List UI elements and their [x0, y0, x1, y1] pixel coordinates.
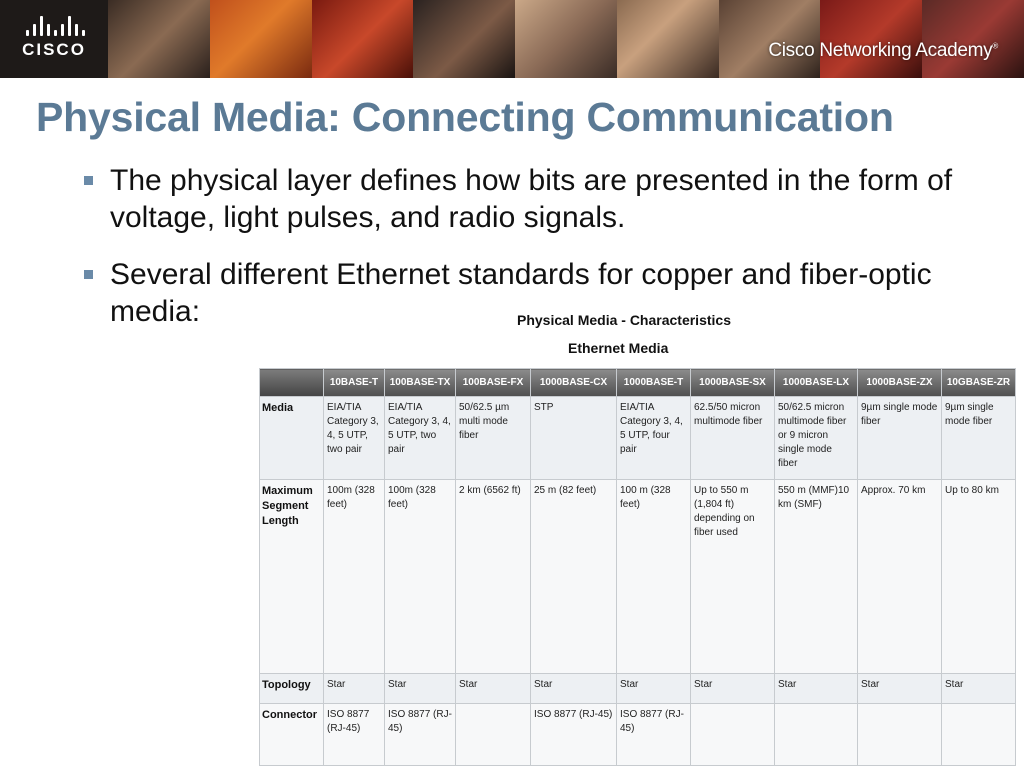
academy-label — [768, 40, 998, 62]
table-cell: Up to 80 km — [942, 480, 1016, 674]
table-header-row — [260, 369, 1016, 397]
row-header: Topology — [260, 674, 324, 704]
table-cell: ISO 8877 (RJ-45) — [617, 704, 691, 766]
bullet-item — [84, 162, 974, 236]
table-cell: 25 m (82 feet) — [531, 480, 617, 674]
column-header: 10BASE-T — [324, 369, 385, 397]
table-cell: Star — [858, 674, 942, 704]
table-row — [260, 480, 1016, 674]
table-cell: Star — [324, 674, 385, 704]
table-cell: EIA/TIA Category 3, 4, 5 UTP, four pair — [617, 397, 691, 480]
table-cell: 100m (328 feet) — [324, 480, 385, 674]
bullet-square-icon — [84, 270, 93, 279]
figure-subtitle: Ethernet Media — [568, 340, 669, 356]
table-cell — [858, 704, 942, 766]
table-cell — [456, 704, 531, 766]
cisco-logo-text: CISCO — [22, 40, 86, 59]
cisco-logo-icon — [16, 14, 100, 64]
banner-photo-strip — [108, 0, 1024, 78]
ethernet-media-table — [259, 368, 1016, 766]
bullet-square-icon — [84, 176, 93, 185]
table-cell: Star — [691, 674, 775, 704]
column-header: 1000BASE-SX — [691, 369, 775, 397]
column-header: 100BASE-FX — [456, 369, 531, 397]
table-cell — [942, 704, 1016, 766]
table-cell — [775, 704, 858, 766]
row-header: Media — [260, 397, 324, 480]
table-cell: Approx. 70 km — [858, 480, 942, 674]
table-cell: Star — [456, 674, 531, 704]
table-row — [260, 674, 1016, 704]
header-banner — [0, 0, 1024, 78]
academy-text: Cisco Networking Academy — [768, 40, 993, 61]
table-cell: 550 m (MMF)10 km (SMF) — [775, 480, 858, 674]
bullet-text: Several different Ethernet standards for copper and fiber-optic media: — [110, 258, 932, 328]
table-cell: Star — [617, 674, 691, 704]
column-header: 1000BASE-LX — [775, 369, 858, 397]
table-row — [260, 704, 1016, 766]
table-cell: EIA/TIA Category 3, 4, 5 UTP, two pair — [324, 397, 385, 480]
figure-title: Physical Media - Characteristics — [517, 312, 731, 328]
table-cell: Up to 550 m (1,804 ft) depending on fiber used — [691, 480, 775, 674]
table-cell: Star — [942, 674, 1016, 704]
table-cell: 62.5/50 micron multimode fiber — [691, 397, 775, 480]
table-cell: Star — [531, 674, 617, 704]
table-cell: STP — [531, 397, 617, 480]
table-row — [260, 397, 1016, 480]
table-corner-cell — [260, 369, 324, 397]
column-header: 1000BASE-CX — [531, 369, 617, 397]
row-header: Connector — [260, 704, 324, 766]
table-cell: Star — [385, 674, 456, 704]
table-cell: 50/62.5 µm multi mode fiber — [456, 397, 531, 480]
trademark: ® — [992, 41, 998, 51]
bullet-text: The physical layer defines how bits are presented in the form of voltage, light pulses, and radio signals. — [110, 164, 953, 234]
table-cell: ISO 8877 (RJ-45) — [385, 704, 456, 766]
column-header: 1000BASE-T — [617, 369, 691, 397]
table-cell: ISO 8877 (RJ-45) — [324, 704, 385, 766]
row-header: Maximum Segment Length — [260, 480, 324, 674]
column-header: 10GBASE-ZR — [942, 369, 1016, 397]
table-cell: 100 m (328 feet) — [617, 480, 691, 674]
table-cell: 50/62.5 micron multimode fiber or 9 micron single mode fiber — [775, 397, 858, 480]
table-cell: 9µm single mode fiber — [858, 397, 942, 480]
table-cell: 9µm single mode fiber — [942, 397, 1016, 480]
column-header: 1000BASE-ZX — [858, 369, 942, 397]
table-cell — [691, 704, 775, 766]
table-cell: Star — [775, 674, 858, 704]
slide-title: Physical Media: Connecting Communication — [36, 94, 894, 140]
table-cell: 2 km (6562 ft) — [456, 480, 531, 674]
column-header: 100BASE-TX — [385, 369, 456, 397]
table-cell: EIA/TIA Category 3, 4, 5 UTP, two pair — [385, 397, 456, 480]
table-cell: ISO 8877 (RJ-45) — [531, 704, 617, 766]
table-cell: 100m (328 feet) — [385, 480, 456, 674]
